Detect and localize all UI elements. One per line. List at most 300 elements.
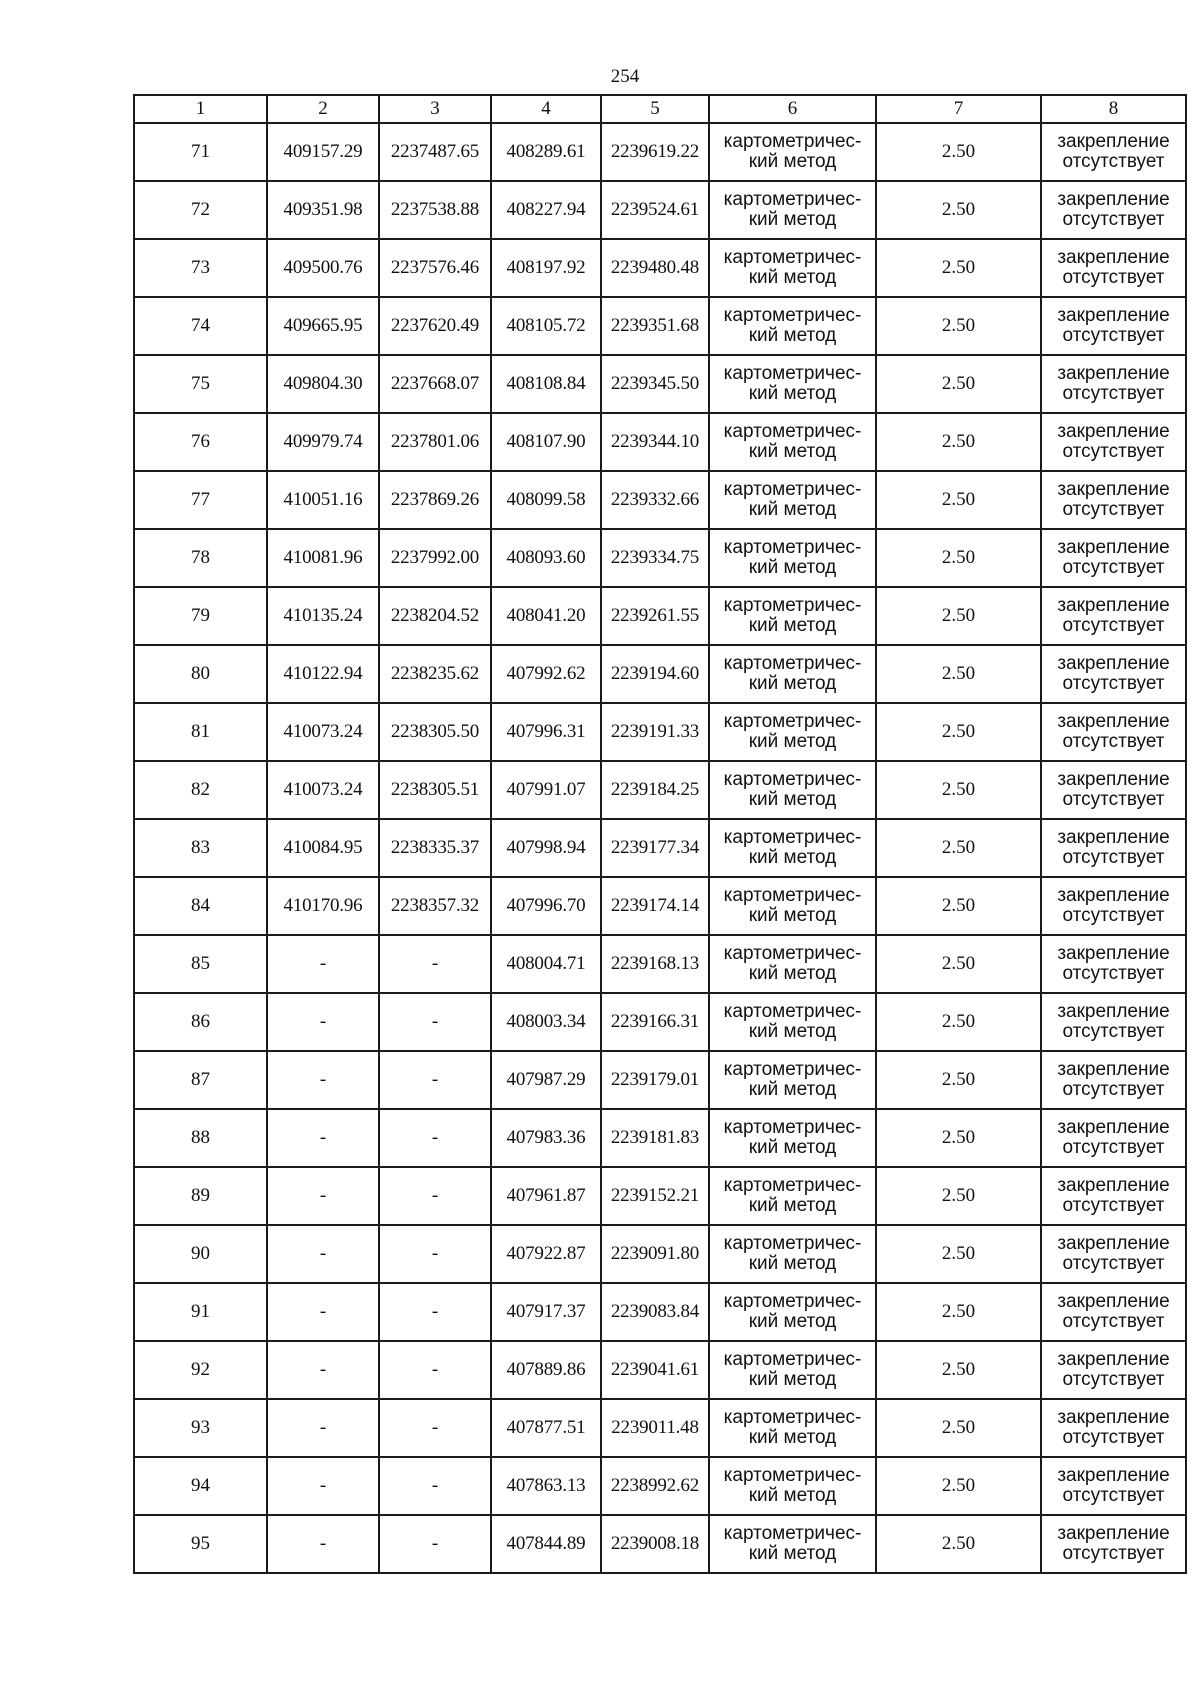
- fixing-line: закрепление: [1057, 827, 1170, 848]
- table-row: [134, 703, 1186, 761]
- coord-x-new-cell: 408108.84: [491, 355, 601, 413]
- method-line: картометричес-: [723, 1117, 862, 1138]
- method-line: картометричес-: [723, 537, 862, 558]
- accuracy-cell: 2.50: [876, 819, 1041, 877]
- fixing-line: отсутствует: [1062, 615, 1165, 636]
- coord-y-old-cell: 2237538.88: [379, 181, 491, 239]
- accuracy-cell: 2.50: [876, 993, 1041, 1051]
- fixing-line: отсутствует: [1062, 441, 1165, 462]
- header-cell-4: 4: [491, 95, 601, 123]
- method-line: кий метод: [748, 1079, 837, 1100]
- table-body: [134, 123, 1186, 1573]
- coord-y-new-cell: 2239041.61: [601, 1341, 709, 1399]
- coord-x-new-cell: 408041.20: [491, 587, 601, 645]
- method-cell: [709, 1399, 876, 1457]
- fixing-line: отсутствует: [1062, 1543, 1165, 1564]
- coord-x-old-cell: -: [267, 1341, 379, 1399]
- fixing-cell: [1041, 123, 1186, 181]
- accuracy-cell: 2.50: [876, 1167, 1041, 1225]
- fixing-line: отсутствует: [1062, 325, 1165, 346]
- method-line: картометричес-: [723, 1175, 862, 1196]
- coord-x-new-cell: 407983.36: [491, 1109, 601, 1167]
- method-cell: [709, 297, 876, 355]
- fixing-line: отсутствует: [1062, 905, 1165, 926]
- coord-x-old-cell: -: [267, 1225, 379, 1283]
- fixing-cell: [1041, 1167, 1186, 1225]
- accuracy-cell: 2.50: [876, 1283, 1041, 1341]
- point-number-cell: 95: [134, 1515, 267, 1573]
- coord-y-old-cell: 2237992.00: [379, 529, 491, 587]
- method-cell: [709, 645, 876, 703]
- table-row: [134, 181, 1186, 239]
- method-line: кий метод: [748, 1369, 837, 1390]
- point-number-cell: 78: [134, 529, 267, 587]
- method-cell: [709, 761, 876, 819]
- coord-y-new-cell: 2238992.62: [601, 1457, 709, 1515]
- table-row: [134, 355, 1186, 413]
- method-line: картометричес-: [723, 479, 862, 500]
- coord-y-old-cell: 2238204.52: [379, 587, 491, 645]
- method-line: кий метод: [748, 383, 837, 404]
- point-number-cell: 87: [134, 1051, 267, 1109]
- accuracy-cell: 2.50: [876, 1399, 1041, 1457]
- fixing-line: закрепление: [1057, 769, 1170, 790]
- fixing-line: закрепление: [1057, 943, 1170, 964]
- coord-x-new-cell: 407961.87: [491, 1167, 601, 1225]
- fixing-line: закрепление: [1057, 1175, 1170, 1196]
- fixing-line: отсутствует: [1062, 731, 1165, 752]
- accuracy-cell: 2.50: [876, 297, 1041, 355]
- fixing-line: закрепление: [1057, 1059, 1170, 1080]
- fixing-line: отсутствует: [1062, 1079, 1165, 1100]
- coord-y-old-cell: 2237668.07: [379, 355, 491, 413]
- coord-y-old-cell: -: [379, 1457, 491, 1515]
- coordinates-table: [133, 94, 1187, 1574]
- table-row: [134, 1399, 1186, 1457]
- fixing-cell: [1041, 761, 1186, 819]
- method-line: картометричес-: [723, 131, 862, 152]
- coord-x-old-cell: -: [267, 1457, 379, 1515]
- method-line: кий метод: [748, 905, 837, 926]
- method-line: кий метод: [748, 731, 837, 752]
- coord-y-old-cell: 2238305.51: [379, 761, 491, 819]
- method-line: картометричес-: [723, 1059, 862, 1080]
- coord-y-new-cell: 2239008.18: [601, 1515, 709, 1573]
- coord-x-old-cell: -: [267, 1283, 379, 1341]
- method-line: кий метод: [748, 151, 837, 172]
- method-line: картометричес-: [723, 711, 862, 732]
- method-line: кий метод: [748, 1543, 837, 1564]
- accuracy-cell: 2.50: [876, 413, 1041, 471]
- method-cell: [709, 1225, 876, 1283]
- coord-y-old-cell: 2237576.46: [379, 239, 491, 297]
- coord-x-old-cell: 410170.96: [267, 877, 379, 935]
- coord-x-new-cell: 408003.34: [491, 993, 601, 1051]
- fixing-cell: [1041, 645, 1186, 703]
- coord-x-old-cell: 409979.74: [267, 413, 379, 471]
- fixing-line: закрепление: [1057, 1233, 1170, 1254]
- fixing-line: закрепление: [1057, 885, 1170, 906]
- fixing-cell: [1041, 1225, 1186, 1283]
- fixing-line: отсутствует: [1062, 151, 1165, 172]
- header-row: [134, 95, 1186, 123]
- fixing-line: закрепление: [1057, 653, 1170, 674]
- coord-x-old-cell: 410122.94: [267, 645, 379, 703]
- method-line: картометричес-: [723, 1291, 862, 1312]
- coord-y-old-cell: -: [379, 935, 491, 993]
- accuracy-cell: 2.50: [876, 181, 1041, 239]
- method-line: кий метод: [748, 1253, 837, 1274]
- method-line: картометричес-: [723, 885, 862, 906]
- coord-x-new-cell: 407917.37: [491, 1283, 601, 1341]
- method-line: картометричес-: [723, 421, 862, 442]
- fixing-cell: [1041, 1515, 1186, 1573]
- coord-y-new-cell: 2239166.31: [601, 993, 709, 1051]
- fixing-line: закрепление: [1057, 1407, 1170, 1428]
- coord-x-new-cell: 408289.61: [491, 123, 601, 181]
- accuracy-cell: 2.50: [876, 1225, 1041, 1283]
- coord-x-new-cell: 407844.89: [491, 1515, 601, 1573]
- accuracy-cell: 2.50: [876, 471, 1041, 529]
- coord-y-old-cell: 2238357.32: [379, 877, 491, 935]
- method-cell: [709, 877, 876, 935]
- fixing-line: отсутствует: [1062, 1369, 1165, 1390]
- coord-x-old-cell: 410081.96: [267, 529, 379, 587]
- method-line: кий метод: [748, 499, 837, 520]
- point-number-cell: 77: [134, 471, 267, 529]
- table-row: [134, 819, 1186, 877]
- method-cell: [709, 1051, 876, 1109]
- fixing-line: закрепление: [1057, 131, 1170, 152]
- fixing-line: отсутствует: [1062, 673, 1165, 694]
- coord-y-new-cell: 2239184.25: [601, 761, 709, 819]
- coord-y-old-cell: 2237801.06: [379, 413, 491, 471]
- point-number-cell: 93: [134, 1399, 267, 1457]
- point-number-cell: 80: [134, 645, 267, 703]
- method-cell: [709, 1283, 876, 1341]
- method-line: кий метод: [748, 847, 837, 868]
- method-line: картометричес-: [723, 1349, 862, 1370]
- point-number-cell: 75: [134, 355, 267, 413]
- point-number-cell: 91: [134, 1283, 267, 1341]
- table-row: [134, 1051, 1186, 1109]
- fixing-line: отсутствует: [1062, 963, 1165, 984]
- point-number-cell: 74: [134, 297, 267, 355]
- accuracy-cell: 2.50: [876, 239, 1041, 297]
- fixing-line: закрепление: [1057, 1523, 1170, 1544]
- point-number-cell: 94: [134, 1457, 267, 1515]
- fixing-line: отсутствует: [1062, 1137, 1165, 1158]
- coord-y-new-cell: 2239524.61: [601, 181, 709, 239]
- fixing-line: закрепление: [1057, 1117, 1170, 1138]
- header-cell-2: 2: [267, 95, 379, 123]
- method-cell: [709, 413, 876, 471]
- coord-y-new-cell: 2239179.01: [601, 1051, 709, 1109]
- fixing-line: отсутствует: [1062, 557, 1165, 578]
- table-row: [134, 1457, 1186, 1515]
- point-number-cell: 83: [134, 819, 267, 877]
- accuracy-cell: 2.50: [876, 1515, 1041, 1573]
- fixing-cell: [1041, 181, 1186, 239]
- method-cell: [709, 355, 876, 413]
- coord-y-new-cell: 2239168.13: [601, 935, 709, 993]
- point-number-cell: 89: [134, 1167, 267, 1225]
- method-line: кий метод: [748, 267, 837, 288]
- coord-x-new-cell: 407987.29: [491, 1051, 601, 1109]
- point-number-cell: 92: [134, 1341, 267, 1399]
- coord-x-new-cell: 408197.92: [491, 239, 601, 297]
- fixing-line: закрепление: [1057, 305, 1170, 326]
- fixing-cell: [1041, 935, 1186, 993]
- coord-x-old-cell: 410073.24: [267, 703, 379, 761]
- coord-y-new-cell: 2239091.80: [601, 1225, 709, 1283]
- coord-y-new-cell: 2239194.60: [601, 645, 709, 703]
- method-cell: [709, 181, 876, 239]
- method-cell: [709, 935, 876, 993]
- fixing-cell: [1041, 993, 1186, 1051]
- header-cell-3: 3: [379, 95, 491, 123]
- coord-y-new-cell: 2239261.55: [601, 587, 709, 645]
- table-row: [134, 587, 1186, 645]
- point-number-cell: 86: [134, 993, 267, 1051]
- method-cell: [709, 993, 876, 1051]
- fixing-line: отсутствует: [1062, 1253, 1165, 1274]
- page-number: 254: [610, 66, 640, 87]
- method-line: кий метод: [748, 1195, 837, 1216]
- accuracy-cell: 2.50: [876, 935, 1041, 993]
- coord-x-new-cell: 407992.62: [491, 645, 601, 703]
- coord-x-old-cell: -: [267, 1399, 379, 1457]
- header-cell-1: 1: [134, 95, 267, 123]
- coord-y-new-cell: 2239177.34: [601, 819, 709, 877]
- method-line: кий метод: [748, 789, 837, 810]
- fixing-cell: [1041, 529, 1186, 587]
- method-line: кий метод: [748, 209, 837, 230]
- fixing-line: отсутствует: [1062, 383, 1165, 404]
- table-header: [134, 95, 1186, 123]
- fixing-cell: [1041, 1051, 1186, 1109]
- table-row: [134, 1167, 1186, 1225]
- fixing-line: отсутствует: [1062, 847, 1165, 868]
- method-cell: [709, 239, 876, 297]
- coord-y-old-cell: -: [379, 1283, 491, 1341]
- coord-y-old-cell: 2238305.50: [379, 703, 491, 761]
- fixing-line: закрепление: [1057, 363, 1170, 384]
- coord-x-old-cell: -: [267, 1515, 379, 1573]
- method-line: картометричес-: [723, 189, 862, 210]
- coord-x-new-cell: 407996.31: [491, 703, 601, 761]
- fixing-line: отсутствует: [1062, 1485, 1165, 1506]
- fixing-line: закрепление: [1057, 1001, 1170, 1022]
- coord-y-old-cell: -: [379, 1341, 491, 1399]
- fixing-line: отсутствует: [1062, 1021, 1165, 1042]
- fixing-line: закрепление: [1057, 711, 1170, 732]
- table-row: [134, 1515, 1186, 1573]
- coord-y-new-cell: 2239191.33: [601, 703, 709, 761]
- accuracy-cell: 2.50: [876, 761, 1041, 819]
- coord-x-new-cell: 407889.86: [491, 1341, 601, 1399]
- table-row: [134, 1283, 1186, 1341]
- header-cell-8: 8: [1041, 95, 1186, 123]
- coord-x-new-cell: 408105.72: [491, 297, 601, 355]
- coord-x-old-cell: -: [267, 1167, 379, 1225]
- coord-x-old-cell: 410135.24: [267, 587, 379, 645]
- coord-y-old-cell: -: [379, 1399, 491, 1457]
- table-row: [134, 1341, 1186, 1399]
- accuracy-cell: 2.50: [876, 1109, 1041, 1167]
- coord-y-new-cell: 2239181.83: [601, 1109, 709, 1167]
- coord-x-old-cell: -: [267, 1051, 379, 1109]
- coord-x-new-cell: 407996.70: [491, 877, 601, 935]
- point-number-cell: 81: [134, 703, 267, 761]
- coord-y-old-cell: 2238335.37: [379, 819, 491, 877]
- point-number-cell: 73: [134, 239, 267, 297]
- coord-x-new-cell: 408227.94: [491, 181, 601, 239]
- method-line: картометричес-: [723, 1001, 862, 1022]
- fixing-cell: [1041, 1399, 1186, 1457]
- fixing-cell: [1041, 239, 1186, 297]
- fixing-line: закрепление: [1057, 1291, 1170, 1312]
- table-row: [134, 1225, 1186, 1283]
- fixing-line: отсутствует: [1062, 267, 1165, 288]
- coord-x-new-cell: 408107.90: [491, 413, 601, 471]
- coord-y-old-cell: 2238235.62: [379, 645, 491, 703]
- method-line: кий метод: [748, 557, 837, 578]
- coord-x-new-cell: 407877.51: [491, 1399, 601, 1457]
- accuracy-cell: 2.50: [876, 1457, 1041, 1515]
- method-line: кий метод: [748, 615, 837, 636]
- fixing-cell: [1041, 1283, 1186, 1341]
- fixing-line: закрепление: [1057, 537, 1170, 558]
- method-cell: [709, 1167, 876, 1225]
- coord-y-new-cell: 2239345.50: [601, 355, 709, 413]
- accuracy-cell: 2.50: [876, 877, 1041, 935]
- coord-y-new-cell: 2239011.48: [601, 1399, 709, 1457]
- method-line: кий метод: [748, 673, 837, 694]
- coord-y-new-cell: 2239332.66: [601, 471, 709, 529]
- coord-y-old-cell: 2237620.49: [379, 297, 491, 355]
- table-row: [134, 935, 1186, 993]
- table-row: [134, 877, 1186, 935]
- coord-x-old-cell: 409665.95: [267, 297, 379, 355]
- table-row: [134, 993, 1186, 1051]
- coord-y-new-cell: 2239083.84: [601, 1283, 709, 1341]
- coord-x-old-cell: -: [267, 993, 379, 1051]
- coord-x-old-cell: 410084.95: [267, 819, 379, 877]
- point-number-cell: 84: [134, 877, 267, 935]
- method-line: картометричес-: [723, 827, 862, 848]
- method-line: картометричес-: [723, 247, 862, 268]
- fixing-cell: [1041, 1341, 1186, 1399]
- accuracy-cell: 2.50: [876, 645, 1041, 703]
- fixing-cell: [1041, 1109, 1186, 1167]
- method-cell: [709, 471, 876, 529]
- table-row: [134, 239, 1186, 297]
- accuracy-cell: 2.50: [876, 703, 1041, 761]
- method-line: картометричес-: [723, 1465, 862, 1486]
- fixing-cell: [1041, 413, 1186, 471]
- fixing-line: отсутствует: [1062, 1427, 1165, 1448]
- method-line: картометричес-: [723, 1407, 862, 1428]
- method-cell: [709, 1515, 876, 1573]
- method-cell: [709, 1109, 876, 1167]
- fixing-line: отсутствует: [1062, 789, 1165, 810]
- method-line: кий метод: [748, 1311, 837, 1332]
- fixing-cell: [1041, 819, 1186, 877]
- coord-x-new-cell: 407998.94: [491, 819, 601, 877]
- coord-x-old-cell: 410051.16: [267, 471, 379, 529]
- method-cell: [709, 587, 876, 645]
- fixing-line: закрепление: [1057, 247, 1170, 268]
- coord-x-old-cell: 409804.30: [267, 355, 379, 413]
- method-line: картометричес-: [723, 1233, 862, 1254]
- method-cell: [709, 819, 876, 877]
- coord-y-old-cell: 2237869.26: [379, 471, 491, 529]
- fixing-line: закрепление: [1057, 421, 1170, 442]
- method-line: кий метод: [748, 325, 837, 346]
- method-line: кий метод: [748, 1427, 837, 1448]
- fixing-line: отсутствует: [1062, 1311, 1165, 1332]
- method-cell: [709, 1341, 876, 1399]
- coord-x-new-cell: 407991.07: [491, 761, 601, 819]
- method-line: кий метод: [748, 441, 837, 462]
- coord-x-new-cell: 408004.71: [491, 935, 601, 993]
- coord-y-old-cell: -: [379, 993, 491, 1051]
- fixing-cell: [1041, 587, 1186, 645]
- coord-x-old-cell: 410073.24: [267, 761, 379, 819]
- table-row: [134, 471, 1186, 529]
- table-row: [134, 645, 1186, 703]
- fixing-line: закрепление: [1057, 1465, 1170, 1486]
- point-number-cell: 72: [134, 181, 267, 239]
- fixing-line: закрепление: [1057, 189, 1170, 210]
- method-cell: [709, 703, 876, 761]
- table-row: [134, 529, 1186, 587]
- fixing-line: отсутствует: [1062, 499, 1165, 520]
- coord-y-old-cell: -: [379, 1515, 491, 1573]
- method-line: кий метод: [748, 1485, 837, 1506]
- point-number-cell: 79: [134, 587, 267, 645]
- accuracy-cell: 2.50: [876, 529, 1041, 587]
- fixing-cell: [1041, 703, 1186, 761]
- coord-y-old-cell: -: [379, 1109, 491, 1167]
- accuracy-cell: 2.50: [876, 1341, 1041, 1399]
- accuracy-cell: 2.50: [876, 355, 1041, 413]
- method-cell: [709, 123, 876, 181]
- coord-y-old-cell: -: [379, 1167, 491, 1225]
- method-line: кий метод: [748, 1137, 837, 1158]
- header-cell-6: 6: [709, 95, 876, 123]
- fixing-line: закрепление: [1057, 1349, 1170, 1370]
- fixing-cell: [1041, 355, 1186, 413]
- point-number-cell: 90: [134, 1225, 267, 1283]
- fixing-line: закрепление: [1057, 479, 1170, 500]
- coord-y-new-cell: 2239344.10: [601, 413, 709, 471]
- fixing-cell: [1041, 1457, 1186, 1515]
- coord-y-new-cell: 2239174.14: [601, 877, 709, 935]
- table-row: [134, 123, 1186, 181]
- coord-x-old-cell: -: [267, 935, 379, 993]
- coord-x-new-cell: 408099.58: [491, 471, 601, 529]
- method-line: кий метод: [748, 1021, 837, 1042]
- coord-y-old-cell: 2237487.65: [379, 123, 491, 181]
- fixing-line: закрепление: [1057, 595, 1170, 616]
- fixing-cell: [1041, 297, 1186, 355]
- method-line: картометричес-: [723, 653, 862, 674]
- method-line: картометричес-: [723, 943, 862, 964]
- method-line: картометричес-: [723, 595, 862, 616]
- accuracy-cell: 2.50: [876, 587, 1041, 645]
